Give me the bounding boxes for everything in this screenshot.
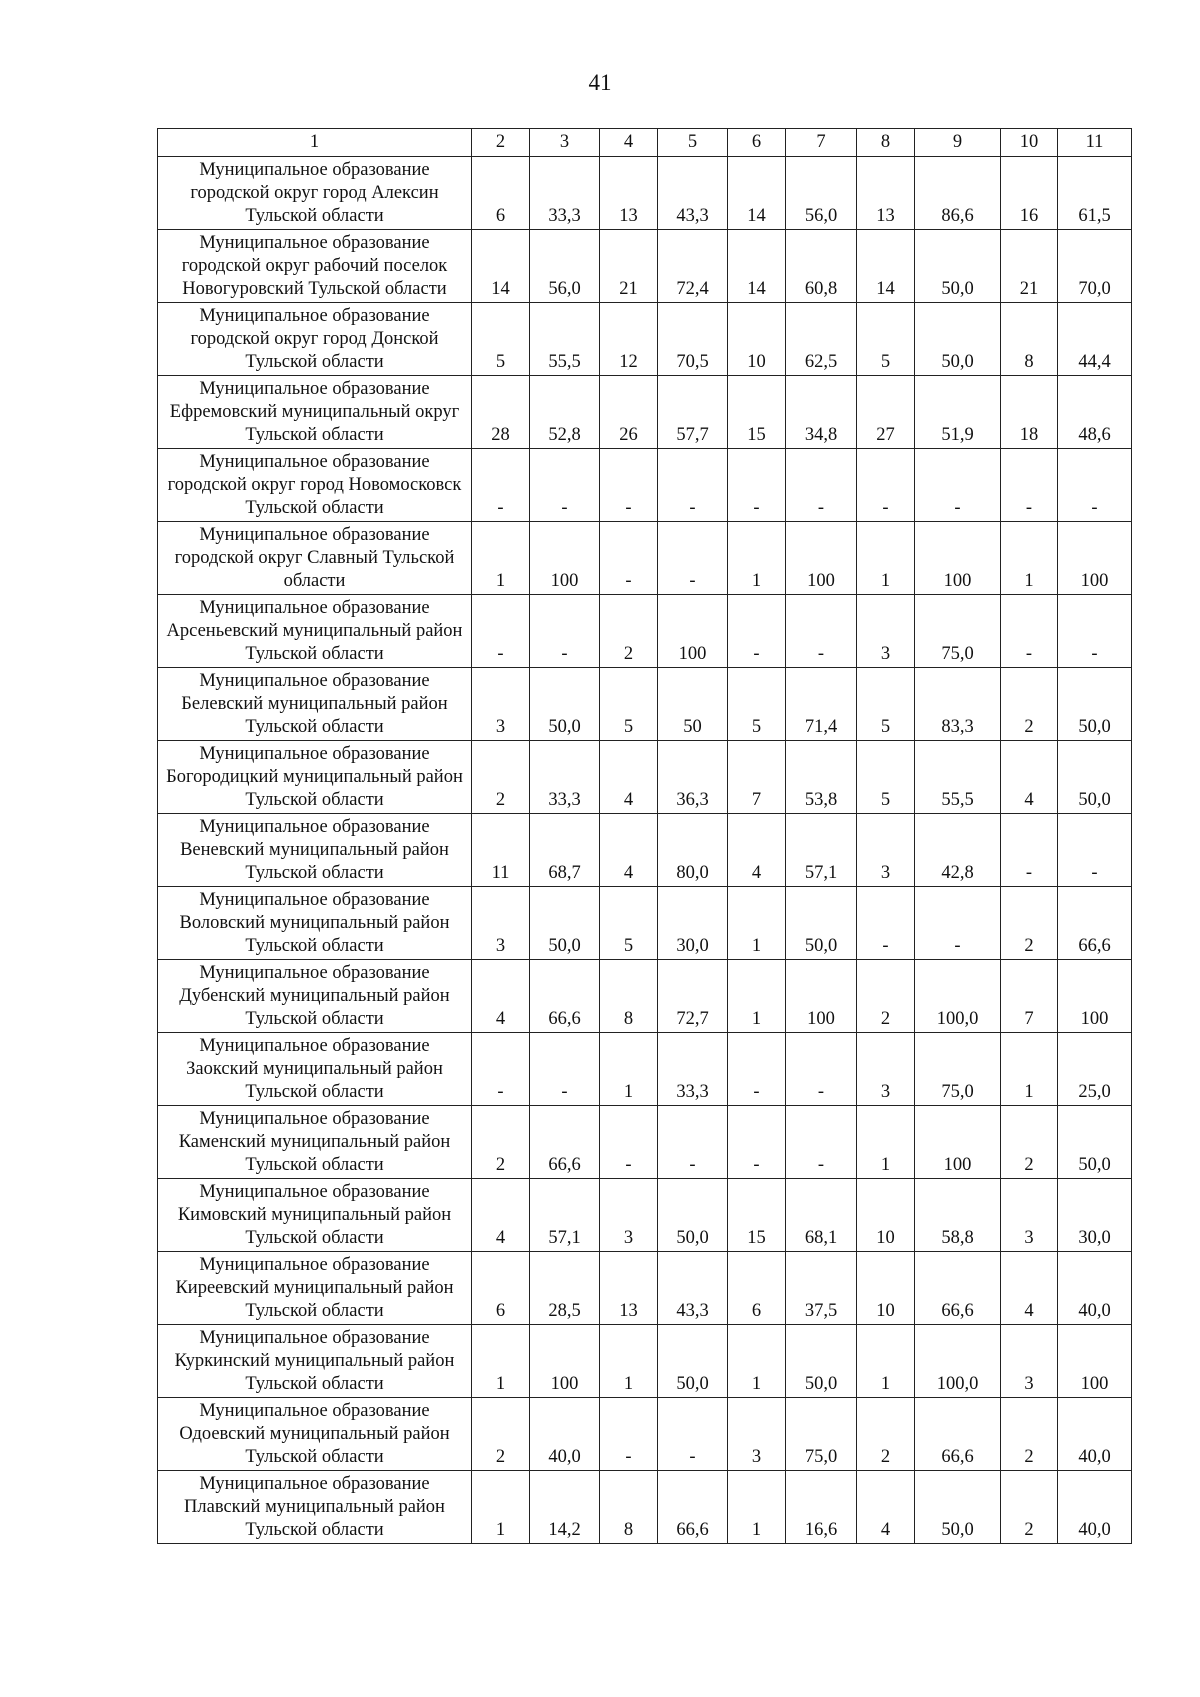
value-cell: 50,0 (1058, 741, 1132, 814)
value-cell: 3 (857, 814, 915, 887)
value-cell: 100,0 (915, 960, 1001, 1033)
value-cell: 50,0 (786, 1325, 857, 1398)
value-cell: 12 (600, 303, 658, 376)
value-cell: 50,0 (530, 887, 600, 960)
municipality-name: Муниципальное образование городской округ город Алексин Тульской области (158, 157, 472, 230)
value-cell: 1 (600, 1033, 658, 1106)
value-cell: - (786, 595, 857, 668)
value-cell: 13 (600, 157, 658, 230)
table-row (158, 303, 1132, 376)
value-cell: 50,0 (786, 887, 857, 960)
value-cell: 8 (600, 1471, 658, 1544)
column-header: 7 (786, 129, 857, 157)
value-cell: 5 (728, 668, 786, 741)
value-cell: 50 (658, 668, 728, 741)
value-cell: - (786, 1033, 857, 1106)
value-cell: 70,0 (1058, 230, 1132, 303)
value-cell: 68,7 (530, 814, 600, 887)
value-cell: 100,0 (915, 1325, 1001, 1398)
municipality-name: Муниципальное образование Ефремовский муниципальный округ Тульской области (158, 376, 472, 449)
value-cell: 61,5 (1058, 157, 1132, 230)
value-cell: - (1058, 595, 1132, 668)
column-header: 6 (728, 129, 786, 157)
value-cell: 3 (472, 668, 530, 741)
municipality-name: Муниципальное образование городской округ рабочий поселок Новогуровский Тульской области (158, 230, 472, 303)
value-cell: - (915, 449, 1001, 522)
value-cell: 50,0 (915, 230, 1001, 303)
value-cell: - (530, 449, 600, 522)
municipality-name: Муниципальное образование Белевский муниципальный район Тульской области (158, 668, 472, 741)
value-cell: 100 (530, 522, 600, 595)
value-cell: 2 (600, 595, 658, 668)
table-row (158, 595, 1132, 668)
value-cell: 1 (600, 1325, 658, 1398)
value-cell: 66,6 (530, 960, 600, 1033)
value-cell: 100 (1058, 960, 1132, 1033)
table-row (158, 1252, 1132, 1325)
value-cell: 28,5 (530, 1252, 600, 1325)
value-cell: 40,0 (1058, 1398, 1132, 1471)
value-cell: 50,0 (915, 303, 1001, 376)
value-cell: - (530, 595, 600, 668)
value-cell: 40,0 (1058, 1471, 1132, 1544)
value-cell: - (658, 522, 728, 595)
value-cell: - (600, 1398, 658, 1471)
municipality-name: Муниципальное образование Одоевский муниципальный район Тульской области (158, 1398, 472, 1471)
municipality-name: Муниципальное образование Кимовский муниципальный район Тульской области (158, 1179, 472, 1252)
value-cell: - (600, 449, 658, 522)
value-cell: 57,1 (530, 1179, 600, 1252)
value-cell: 14 (472, 230, 530, 303)
value-cell: - (786, 449, 857, 522)
value-cell: 25,0 (1058, 1033, 1132, 1106)
value-cell: 53,8 (786, 741, 857, 814)
value-cell: 1 (472, 522, 530, 595)
value-cell: 100 (786, 522, 857, 595)
value-cell: 14 (857, 230, 915, 303)
value-cell: 7 (1001, 960, 1058, 1033)
value-cell: 3 (1001, 1325, 1058, 1398)
municipality-name: Муниципальное образование Веневский муниципальный район Тульской области (158, 814, 472, 887)
value-cell: 21 (600, 230, 658, 303)
value-cell: 100 (915, 522, 1001, 595)
value-cell: 100 (915, 1106, 1001, 1179)
municipality-name: Муниципальное образование Заокский муниципальный район Тульской области (158, 1033, 472, 1106)
table-row (158, 814, 1132, 887)
value-cell: 50,0 (1058, 668, 1132, 741)
value-cell: 5 (472, 303, 530, 376)
value-cell: 42,8 (915, 814, 1001, 887)
value-cell: 10 (857, 1179, 915, 1252)
table-row (158, 1325, 1132, 1398)
value-cell: 72,7 (658, 960, 728, 1033)
value-cell: 2 (1001, 668, 1058, 741)
value-cell: 2 (857, 960, 915, 1033)
value-cell: 75,0 (915, 595, 1001, 668)
value-cell: 27 (857, 376, 915, 449)
value-cell: 100 (658, 595, 728, 668)
value-cell: 3 (857, 595, 915, 668)
value-cell: 3 (1001, 1179, 1058, 1252)
value-cell: 3 (600, 1179, 658, 1252)
value-cell: 66,6 (530, 1106, 600, 1179)
value-cell: 71,4 (786, 668, 857, 741)
value-cell: 2 (1001, 1106, 1058, 1179)
table-row (158, 449, 1132, 522)
value-cell: 28 (472, 376, 530, 449)
value-cell: 8 (1001, 303, 1058, 376)
value-cell: 4 (1001, 1252, 1058, 1325)
value-cell: 43,3 (658, 1252, 728, 1325)
value-cell: - (658, 1106, 728, 1179)
municipality-name: Муниципальное образование Арсеньевский муниципальный район Тульской области (158, 595, 472, 668)
value-cell: 34,8 (786, 376, 857, 449)
value-cell: - (1001, 595, 1058, 668)
value-cell: 55,5 (530, 303, 600, 376)
value-cell: 2 (1001, 1471, 1058, 1544)
value-cell: 4 (857, 1471, 915, 1544)
column-header: 1 (158, 129, 472, 157)
value-cell: 1 (857, 522, 915, 595)
value-cell: 14,2 (530, 1471, 600, 1544)
value-cell: 11 (472, 814, 530, 887)
value-cell: 6 (472, 1252, 530, 1325)
value-cell: - (600, 522, 658, 595)
value-cell: - (658, 1398, 728, 1471)
value-cell: 1 (728, 1325, 786, 1398)
value-cell: 40,0 (530, 1398, 600, 1471)
value-cell: 40,0 (1058, 1252, 1132, 1325)
value-cell: 1 (1001, 1033, 1058, 1106)
value-cell: 50,0 (1058, 1106, 1132, 1179)
municipality-name: Муниципальное образование городской округ Славный Тульской области (158, 522, 472, 595)
municipality-name: Муниципальное образование Дубенский муниципальный район Тульской области (158, 960, 472, 1033)
table-row (158, 887, 1132, 960)
value-cell: 1 (728, 887, 786, 960)
header-row (158, 129, 1132, 157)
value-cell: 37,5 (786, 1252, 857, 1325)
municipality-name: Муниципальное образование Киреевский муниципальный район Тульской области (158, 1252, 472, 1325)
value-cell: 68,1 (786, 1179, 857, 1252)
value-cell: 100 (530, 1325, 600, 1398)
value-cell: 80,0 (658, 814, 728, 887)
column-header: 10 (1001, 129, 1058, 157)
value-cell: 8 (600, 960, 658, 1033)
column-header: 5 (658, 129, 728, 157)
value-cell: 57,7 (658, 376, 728, 449)
municipality-name: Муниципальное образование городской округ город Донской Тульской области (158, 303, 472, 376)
value-cell: 30,0 (1058, 1179, 1132, 1252)
value-cell: 6 (728, 1252, 786, 1325)
value-cell: 16,6 (786, 1471, 857, 1544)
value-cell: 4 (600, 741, 658, 814)
value-cell: 66,6 (1058, 887, 1132, 960)
value-cell: - (472, 1033, 530, 1106)
value-cell: 3 (472, 887, 530, 960)
value-cell: 50,0 (658, 1179, 728, 1252)
table-row (158, 1398, 1132, 1471)
value-cell: 2 (472, 741, 530, 814)
value-cell: - (472, 595, 530, 668)
value-cell: 10 (857, 1252, 915, 1325)
value-cell: - (1001, 814, 1058, 887)
value-cell: - (472, 449, 530, 522)
value-cell: 5 (857, 668, 915, 741)
column-header: 2 (472, 129, 530, 157)
value-cell: 50,0 (658, 1325, 728, 1398)
value-cell: 5 (600, 887, 658, 960)
value-cell: 1 (472, 1471, 530, 1544)
table-row (158, 1106, 1132, 1179)
value-cell: 18 (1001, 376, 1058, 449)
value-cell: 56,0 (530, 230, 600, 303)
value-cell: 30,0 (658, 887, 728, 960)
value-cell: 15 (728, 376, 786, 449)
value-cell: 100 (1058, 522, 1132, 595)
table-body (158, 157, 1132, 1544)
value-cell: 3 (728, 1398, 786, 1471)
value-cell: 36,3 (658, 741, 728, 814)
page-number: 41 (588, 70, 612, 95)
value-cell: - (600, 1106, 658, 1179)
table-row (158, 376, 1132, 449)
value-cell: 62,5 (786, 303, 857, 376)
municipality-name: Муниципальное образование Каменский муниципальный район Тульской области (158, 1106, 472, 1179)
value-cell: - (857, 887, 915, 960)
value-cell: 1 (728, 1471, 786, 1544)
value-cell: - (1058, 814, 1132, 887)
column-header: 9 (915, 129, 1001, 157)
table-row (158, 1033, 1132, 1106)
value-cell: 13 (600, 1252, 658, 1325)
value-cell: 4 (1001, 741, 1058, 814)
value-cell: 10 (728, 303, 786, 376)
value-cell: 26 (600, 376, 658, 449)
value-cell: 1 (728, 960, 786, 1033)
value-cell: 75,0 (786, 1398, 857, 1471)
value-cell: 6 (472, 157, 530, 230)
municipality-name: Муниципальное образование Куркинский муниципальный район Тульской области (158, 1325, 472, 1398)
value-cell: 51,9 (915, 376, 1001, 449)
value-cell: 2 (1001, 887, 1058, 960)
table-row (158, 1179, 1132, 1252)
value-cell: 52,8 (530, 376, 600, 449)
value-cell: - (1001, 449, 1058, 522)
value-cell: 5 (600, 668, 658, 741)
municipality-name: Муниципальное образование Воловский муниципальный район Тульской области (158, 887, 472, 960)
municipality-name: Муниципальное образование Плавский муниципальный район Тульской области (158, 1471, 472, 1544)
value-cell: - (857, 449, 915, 522)
value-cell: - (786, 1106, 857, 1179)
municipality-name: Муниципальное образование городской округ город Новомосковск Тульской области (158, 449, 472, 522)
value-cell: - (915, 887, 1001, 960)
table-row (158, 522, 1132, 595)
value-cell: 1 (472, 1325, 530, 1398)
value-cell: 50,0 (530, 668, 600, 741)
value-cell: 86,6 (915, 157, 1001, 230)
value-cell: 4 (472, 960, 530, 1033)
value-cell: 44,4 (1058, 303, 1132, 376)
value-cell: 70,5 (658, 303, 728, 376)
column-header: 8 (857, 129, 915, 157)
value-cell: 3 (857, 1033, 915, 1106)
value-cell: - (530, 1033, 600, 1106)
value-cell: 57,1 (786, 814, 857, 887)
value-cell: 2 (857, 1398, 915, 1471)
value-cell: - (658, 449, 728, 522)
value-cell: 58,8 (915, 1179, 1001, 1252)
table-row (158, 230, 1132, 303)
value-cell: 16 (1001, 157, 1058, 230)
table-row (158, 741, 1132, 814)
municipality-name: Муниципальное образование Богородицкий муниципальный район Тульской области (158, 741, 472, 814)
value-cell: 43,3 (658, 157, 728, 230)
value-cell: 55,5 (915, 741, 1001, 814)
table-row (158, 668, 1132, 741)
value-cell: 5 (857, 741, 915, 814)
column-header: 4 (600, 129, 658, 157)
value-cell: 1 (857, 1106, 915, 1179)
value-cell: 14 (728, 157, 786, 230)
value-cell: 33,3 (658, 1033, 728, 1106)
value-cell: 50,0 (915, 1471, 1001, 1544)
value-cell: 56,0 (786, 157, 857, 230)
value-cell: 72,4 (658, 230, 728, 303)
value-cell: 14 (728, 230, 786, 303)
table-row (158, 960, 1132, 1033)
value-cell: - (728, 449, 786, 522)
table-row (158, 157, 1132, 230)
value-cell: 4 (728, 814, 786, 887)
value-cell: 15 (728, 1179, 786, 1252)
value-cell: - (728, 595, 786, 668)
value-cell: 4 (472, 1179, 530, 1252)
value-cell: 13 (857, 157, 915, 230)
value-cell: - (728, 1033, 786, 1106)
value-cell: 5 (857, 303, 915, 376)
data-table (157, 128, 1132, 1544)
value-cell: 33,3 (530, 741, 600, 814)
value-cell: 66,6 (658, 1471, 728, 1544)
value-cell: 2 (472, 1106, 530, 1179)
value-cell: 1 (728, 522, 786, 595)
table-row (158, 1471, 1132, 1544)
value-cell: 1 (857, 1325, 915, 1398)
value-cell: 66,6 (915, 1398, 1001, 1471)
column-header: 3 (530, 129, 600, 157)
value-cell: 60,8 (786, 230, 857, 303)
value-cell: 1 (1001, 522, 1058, 595)
column-header: 11 (1058, 129, 1132, 157)
value-cell: 83,3 (915, 668, 1001, 741)
value-cell: 75,0 (915, 1033, 1001, 1106)
value-cell: 2 (1001, 1398, 1058, 1471)
value-cell: 66,6 (915, 1252, 1001, 1325)
value-cell: 2 (472, 1398, 530, 1471)
value-cell: - (728, 1106, 786, 1179)
value-cell: - (1058, 449, 1132, 522)
value-cell: 33,3 (530, 157, 600, 230)
value-cell: 4 (600, 814, 658, 887)
value-cell: 48,6 (1058, 376, 1132, 449)
value-cell: 100 (1058, 1325, 1132, 1398)
value-cell: 21 (1001, 230, 1058, 303)
value-cell: 100 (786, 960, 857, 1033)
value-cell: 7 (728, 741, 786, 814)
